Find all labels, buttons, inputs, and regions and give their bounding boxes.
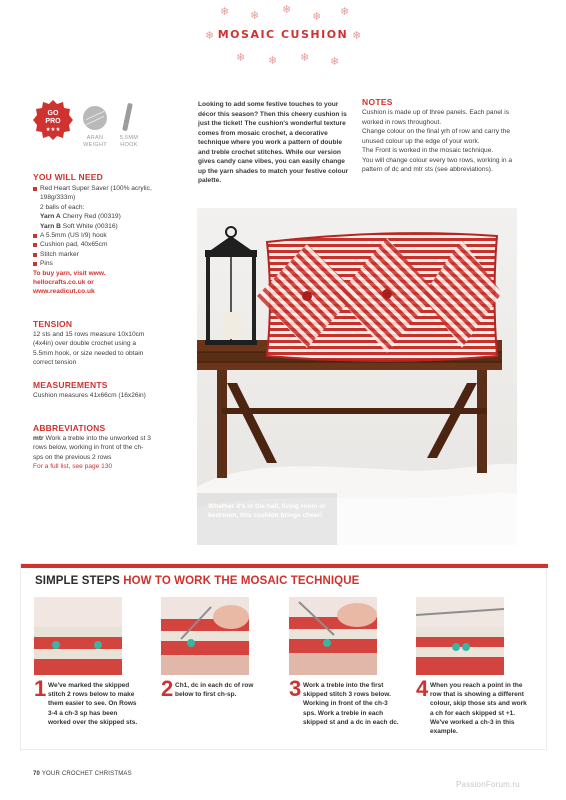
tension-text: 12 sts and 15 rows measure 10x10cm (4x4in) over double crochet using a 5.5mm hook, or size needed to obtain correct tension xyxy=(33,331,145,367)
step-2-photo xyxy=(161,597,249,675)
abbreviations-heading: ABBREVIATIONS xyxy=(33,423,106,433)
snowflake-icon: ❄ xyxy=(352,29,362,42)
magazine-name: YOUR CROCHET CHRISTMAS xyxy=(41,771,132,777)
snowflake-icon: ❄ xyxy=(330,55,340,68)
cushion-photo xyxy=(197,208,517,545)
steps-heading: SIMPLE STEPS HOW TO WORK THE MOSAIC TECHNIQUE xyxy=(35,575,360,587)
buy-yarn-link[interactable]: To buy yarn, visit www. hellocrafts.co.uk or www.readicut.co.uk xyxy=(33,269,106,296)
snowflake-icon: ❄ xyxy=(268,54,278,67)
materials-list xyxy=(33,184,153,297)
page-footer xyxy=(33,771,132,777)
snowflake-icon: ❄ xyxy=(282,3,292,16)
steps-accent-bar xyxy=(21,564,548,568)
yarn-weight-label: ARAN WEIGHT xyxy=(83,135,107,148)
crochet-hook-icon xyxy=(122,103,133,131)
snowflake-icon: ❄ xyxy=(312,10,322,23)
snowflake-icon: ❄ xyxy=(300,51,310,64)
notes-text: Cushion is made up of three panels. Each panel is worked in rows throughout. Change colour on the final yrh of row and carry the unused colour up the edge of your work. The Front is worked in the mosaic technique. You will change colour every two rows, working in a pattern of dc and mtr sts (see abbreviations). xyxy=(362,109,513,173)
step-4-text: When you reach a point in the row that is showing a different colour, skip those sts and work a ch for each skipped st +1. We've worked a ch-3 in this example. xyxy=(430,682,527,736)
step-3-photo xyxy=(289,597,377,675)
intro-text: Looking to add some festive touches to your décor this season? Then this cheery cushion is just the ticket! The cushion's wonderful texture comes from mosaic crochet, a decorative technique where you work a pattern of double and treble crochet stitches. While our version gives candy cane vibes, you can easily change up the yarn shades to match your festive colour palette. xyxy=(198,101,349,184)
you-will-need-heading: YOU WILL NEED xyxy=(33,172,103,182)
step-1-number: 1 xyxy=(34,676,47,701)
step-4-number: 4 xyxy=(416,676,429,701)
list-item: Cushion pad, 40x65cm xyxy=(33,240,153,249)
measurements-text: Cushion measures 41x66cm (16x26in) xyxy=(33,392,146,399)
cushion-scene-illustration xyxy=(197,208,517,545)
simple-steps-box xyxy=(20,563,547,750)
step-2-text: Ch1, dc in each dc of row below to first ch-sp. xyxy=(175,682,254,699)
photo-caption: Whether it's in the hall, living room or bedroom, this cushion brings cheer! xyxy=(208,503,326,520)
snowflake-icon: ❄ xyxy=(205,29,215,42)
go-pro-badge xyxy=(33,100,73,140)
step-4-photo xyxy=(416,597,504,675)
yarn-ball-icon xyxy=(83,106,107,130)
list-item: Stitch marker xyxy=(33,250,153,259)
watermark: PassionForum.ru xyxy=(456,780,520,789)
step-2-number: 2 xyxy=(161,676,174,701)
list-item: Pins xyxy=(33,259,153,268)
snowflake-icon: ❄ xyxy=(340,5,350,18)
list-item: A 5.5mm (US I/9) hook xyxy=(33,231,153,240)
skill-badges xyxy=(33,100,153,160)
abbreviations-text: mtr Work a treble into the unworked st 3 rows below, working in front of the ch-sps on the previous 2 rows For a full list, see page 130 xyxy=(33,435,151,471)
list-item: Red Heart Super Saver (100% acrylic, 198g/333m) 2 balls of each: Yarn A Cherry Red (00319) Yarn B Soft White (00316) xyxy=(33,184,153,231)
page-title: MOSAIC CUSHION xyxy=(217,28,349,41)
full-list-link[interactable]: For a full list, see page 130 xyxy=(33,463,113,471)
hook-size-label: 5.5MM HOOK xyxy=(119,135,139,148)
measurements-heading: MEASUREMENTS xyxy=(33,380,108,390)
step-1-photo xyxy=(34,597,122,675)
step-3-number: 3 xyxy=(289,676,302,701)
step-3-text: Work a treble into the first skipped stitch 3 rows below. Working in front of the ch-3 sps. Work a treble in each skipped st and a dc in each dc. xyxy=(303,682,399,726)
tension-heading: TENSION xyxy=(33,319,73,329)
gopro-stars: ★★★ xyxy=(45,127,61,133)
snowflake-icon: ❄ xyxy=(220,5,230,18)
gopro-line1: GO xyxy=(47,110,59,117)
step-1-text: We've marked the skipped stitch 2 rows below to make them easier to see. On Rows 3-4 a ch-3 sp has been worked over the skipped sts. xyxy=(48,682,138,726)
gopro-line2: PRO xyxy=(45,118,61,125)
page-number: 70 xyxy=(33,771,41,777)
snowflake-icon: ❄ xyxy=(236,51,246,64)
notes-heading: NOTES xyxy=(362,97,393,107)
snowflake-icon: ❄ xyxy=(250,9,260,22)
